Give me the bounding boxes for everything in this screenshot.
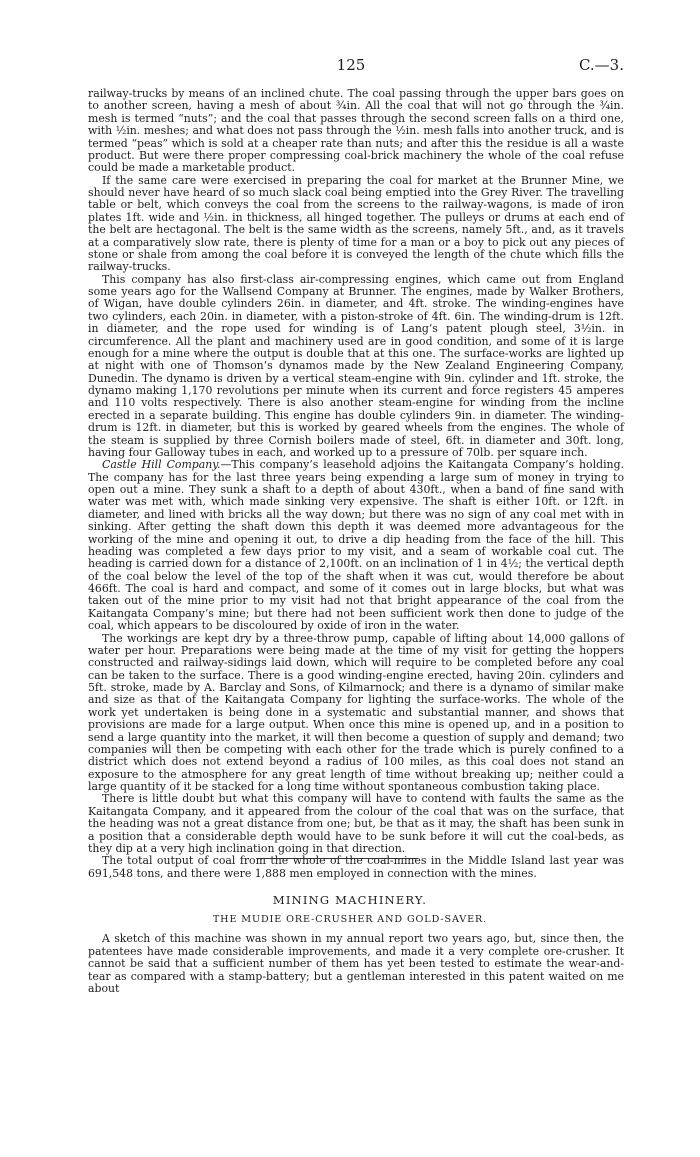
section-divider	[258, 858, 418, 859]
paragraph: A sketch of this machine was shown in my annual report two years ago, but, since then, the patentees have made considerable improvements, and made it a very complete ore-crusher. It cannot be said that a sufficient number of them has yet been tested to estimate the wear-and-tear as compared with a stamp-battery; but a gentleman interested in this patent waited on me about	[88, 932, 624, 996]
castle-hill-text: —This company’s leasehold adjoins the Kaitangata Company’s holding. The company has for the last three years being expending a large sum of money in trying to open out a mine. They sunk a shaft to a depth of about 430ft., when a band of fine sand with water was met with, which made sinking very expensive. The shaft is either 10ft. or 12ft. in diameter, and lined with bricks all the way down; but there was no sign of any coal met with in sinking. After getting the shaft down this depth it was deemed more advantageous for the working of the mine and opening it out, to drive a dip heading from the face of the hill. This heading was completed a few days prior to my visit, and a seam of workable coal cut. The heading is carried down for a distance of 2,100ft. on an inclination of 1 in 4½; the vertical depth of the coal below the level of the top of the shaft when it was cut, would therefore be about 466ft. The coal is hard and compact, and some of it comes out in large blocks, but what was taken out of the mine prior to my visit had not that bright appearance of the coal from the Kaitangata Company’s mine; but there had not been sufficient work then done to judge of the coal, which appears to be discoloured by oxide of iron in the water.	[88, 458, 624, 633]
paragraph-castle-hill	[88, 459, 624, 632]
paragraph: The workings are kept dry by a three-throw pump, capable of lifting about 14,000 gallons of water per hour. Preparations were being made at the time of my visit for getting the hoppers constructed and railway-sidings laid down, which will require to be completed before any coal can be taken to the surface. There is a good winding-engine erected, having 20in. cylinders and 5ft. stroke, made by A. Barclay and Sons, of Kilmarnock; and there is a dynamo of similar make and size as that of the Kaitangata Company for lighting the surface-works. The whole of the work yet undertaken is being done in a systematic and substantial manner, and shows that provisions are made for a large output. When once this mine is opened up, and in a position to send a large quantity into the market, it will then become a question of supply and demand; two companies will then be competing with each other for the trade which is purely confined to a district which does not extend beyond a radius of 100 miles, as this coal does not stand an exposure to the atmosphere for any great length of time without breaking up; neither could a large quantity of it be stacked for a long time without spontaneous combustion taking place.	[88, 631, 624, 793]
page-number: 125	[336, 56, 366, 74]
paragraph: If the same care were exercised in preparing the coal for market at the Brunner Mine, we should never have heard of so much slack coal being emptied into the Grey River. The travelling table or belt, which conveys the coal from the screens to the railway-wagons, is made of iron plates 1ft. wide and ½in. in thickness, all hinged together. The pulleys or drums at each end of the belt are hectagonal. The belt is the same width as the screens, namely 5ft., and, as it travels at a comparatively slow rate, there is plenty of time for a man or a boy to pick out any pieces of stone or shale from among the coal before it is conveyed the length of the chute which fills the railway-trucks.	[88, 173, 624, 274]
paragraph: railway-trucks by means of an inclined chute. The coal passing through the upper bars goes on to another screen, having a mesh of about ¾in. All the coal that will not go through the ¾in. mesh is termed “nuts”; and the coal that passes through the second screen falls on a third one, with ½in. meshes; and what does not pass through the ½in. mesh falls into another truck, and is termed “peas” which is sold at a cheaper rate than nuts; and after this the residue is all a waste product. But were there proper compressing coal-brick machinery the whole of the coal refuse could be made a marketable product.	[88, 87, 624, 175]
main-text	[88, 88, 624, 880]
section-text	[88, 933, 624, 996]
castle-hill-heading: Castle Hill Company.	[102, 458, 221, 472]
paragraph: There is little doubt but what this company will have to contend with faults the same as the Kaitangata Company, and it appeared from the colour of the coal that was on the surface, that the heading was not a great distance from one; but, be that as it may, the shaft has been sunk in a position that a considerable depth would have to be sunk before it will cut the coal-beds, as they dip at a very high inclination going in that direction.	[88, 792, 624, 855]
page-header	[78, 56, 624, 76]
report-reference: C.—3.	[578, 56, 624, 74]
paragraph: The total output of coal from the whole of the coal-mines in the Middle Island last year was 691,548 tons, and there were 1,888 men employed in connection with the mines.	[88, 854, 624, 880]
subsection-title: THE MUDIE ORE-CRUSHER AND GOLD-SAVER.	[212, 914, 488, 925]
paragraph: This company has also first-class air-compressing engines, which came out from England some years ago for the Wallsend Company at Brunner. The engines, made by Walker Brothers, of Wigan, have double cylinders 26in. in diameter, and 4ft. stroke. The winding-engines have two cylinders, each 20in. in diameter, with a piston-stroke of 4ft. 6in. The winding-drum is 12ft. in diameter, and the rope used for winding is of Lang’s patent plough steel, 3½in. in circumference. All the plant and machinery used are in good condition, and some of it is large enough for a mine where the output is double that at this one. The surface-works are lighted up at night with one of Thomson’s dynamos made by the New Zealand Engineering Company, Dunedin. The dynamo is driven by a vertical steam-engine with 9in. cylinder and 1ft. stroke, the dynamo making 1,170 revolutions per minute when its current and force registers 45 amperes and 110 volts respectively. There is also another steam-engine for winding from the incline erected in a separate building. This engine has double cylinders 9in. in diameter. The winding-drum is 12ft. in diameter, but this is worked by geared wheels from the engines. The whole of the steam is supplied by three Cornish boilers made of steel, 6ft. in diameter and 30ft. long, having four Galloway tubes in each, and worked up to a pressure of 70lb. per square inch.	[88, 272, 624, 459]
section-title: MINING MACHINERY.	[272, 893, 428, 907]
